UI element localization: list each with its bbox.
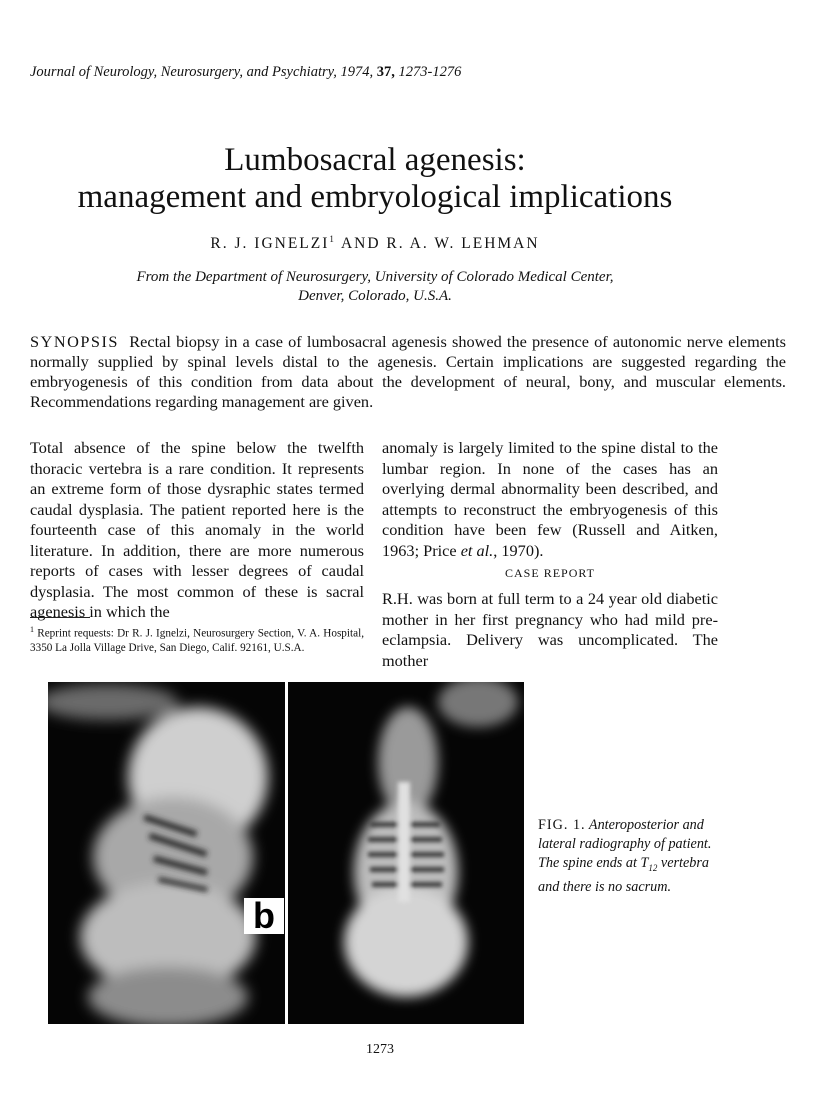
journal-name: Journal of Neurology, Neurosurgery, and Psychiatry,	[30, 64, 337, 80]
radiograph-lateral	[288, 682, 524, 1024]
col2-et-al: et al.	[460, 540, 494, 560]
caption-subscript: 12	[648, 862, 658, 873]
column-2-paragraph-2: R.H. was born at full term to a 24 year old diabetic mother in her first pregnancy who had mild pre-eclampsia. Delivery was uncomplicated. The mother	[382, 589, 718, 670]
affiliation	[0, 268, 750, 306]
panel-label-b	[244, 895, 284, 936]
author-1: R. J. IGNELZI	[210, 235, 330, 253]
col2-text-a: anomaly is largely limited to the spine distal to the lumbar region. In none of the cases has an overlying dermal abnormality been described, and attempts to reconstruct the embryogenesis of this condition have been few (Russell and Aitken, 1963; Price	[382, 438, 718, 560]
caption-text-b: vertebra and there is no sacrum.	[538, 855, 709, 895]
author-2: R. A. W. LEHMAN	[386, 235, 540, 253]
journal-citation	[30, 64, 461, 81]
affiliation-line-2: Denver, Colorado, U.S.A.	[298, 288, 452, 304]
figure-caption	[538, 816, 728, 897]
panel-label-text: b	[253, 895, 275, 936]
footnote-text: Reprint requests: Dr R. J. Ignelzi, Neurosurgery Section, V. A. Hospital, 3350 La Jolla Village Drive, San Diego, Calif. 92161, U.S.A.	[30, 627, 364, 654]
caption-t: T	[640, 855, 649, 871]
author-line	[0, 234, 750, 253]
synopsis-label: SYNOPSIS	[30, 332, 119, 351]
synopsis	[30, 332, 786, 412]
footnote-divider	[30, 617, 90, 618]
title-line-2: management and embryological implications	[77, 179, 673, 215]
journal-pages: 1273-1276	[398, 64, 462, 80]
case-report-heading: CASE REPORT	[505, 566, 595, 580]
page-number: 1273	[366, 1042, 394, 1057]
caption-text-a: Anteroposterior and lateral radiography of patient. The spine ends at	[538, 817, 712, 871]
synopsis-text: Rectal biopsy in a case of lumbosacral agenesis showed the presence of autonomic nerve elements normally supplied by spinal levels distal to the agenesis. Certain implications are suggested regarding the embryogenesis of this condition from data about the development of neural, bony, and muscular elements. Recommendations regarding management are given.	[30, 332, 786, 411]
footnote	[30, 623, 364, 655]
col2-text-b: , 1970).	[493, 540, 544, 560]
caption-label: FIG. 1.	[538, 817, 586, 833]
author-footnote-mark: 1	[329, 234, 336, 244]
article-title	[0, 142, 750, 216]
radiograph-anteroposterior	[48, 682, 285, 1024]
author-and: AND	[340, 235, 381, 253]
column-2-paragraph-1	[382, 438, 718, 561]
column-1-text: Total absence of the spine below the twelfth thoracic vertebra is a rare condition. It represents an extreme form of those dysraphic states termed caudal dysplasia. The patient reported here is the fourteenth case of this anomaly in the world literature. In addition, there are more numerous reports of cases with lesser degrees of caudal dysplasia. The most common of these is sacral agenesis in which the	[30, 438, 364, 621]
journal-volume: 37,	[376, 64, 395, 80]
affiliation-line-1: From the Department of Neurosurgery, University of Colorado Medical Center,	[136, 269, 614, 285]
footnote-mark: 1	[30, 625, 34, 634]
journal-year: 1974,	[340, 64, 374, 80]
title-line-1: Lumbosacral agenesis:	[224, 142, 526, 178]
